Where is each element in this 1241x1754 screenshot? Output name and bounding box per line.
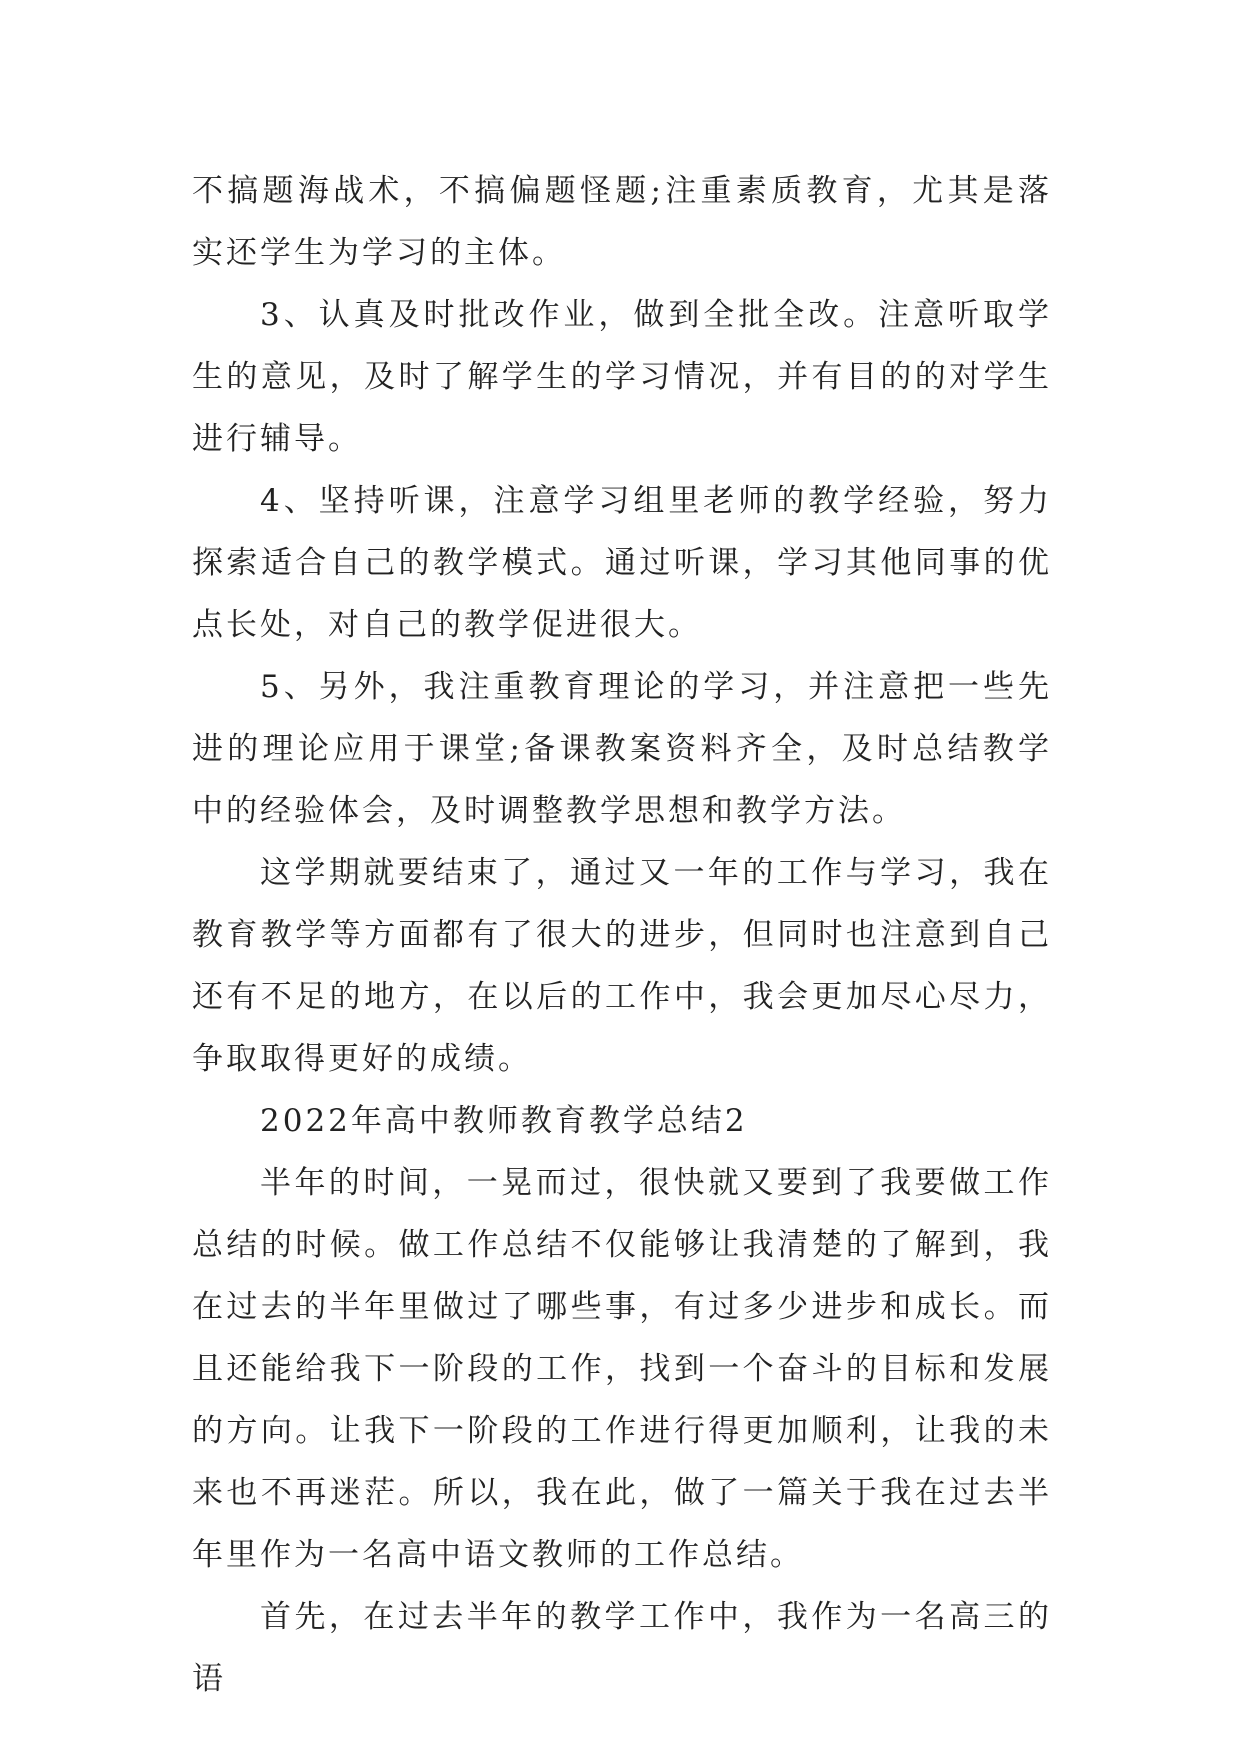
paragraph-first: 首先，在过去半年的教学工作中，我作为一名高三的语 <box>192 1599 1052 1697</box>
paragraph-closing: 这学期就要结束了，通过又一年的工作与学习，我在教育教学等方面都有了很大的进步，但同时也注意到自己还有不足的地方，在以后的工作中，我会更加尽心尽力，争取取得更好的成绩。 <box>192 855 1052 1077</box>
paragraph-intro: 半年的时间，一晃而过，很快就又要到了我要做工作总结的时候。做工作总结不仅能够让我清楚的了解到，我在过去的半年里做过了哪些事，有过多少进步和成长。而且还能给我下一阶段的工作，找到一个奋斗的目标和发展的方向。让我下一阶段的工作进行得更加顺利，让我的未来也不再迷茫。所以，我在此，做了一篇关于我在过去半年里作为一名高中语文教师的工作总结。 <box>192 1165 1052 1573</box>
document-body <box>192 160 1052 1710</box>
section-heading: 2022年高中教师教育教学总结2 <box>260 1103 748 1139</box>
paragraph-continuation: 不搞题海战术，不搞偏题怪题;注重素质教育，尤其是落实还学生为学习的主体。 <box>192 173 1052 271</box>
paragraph-item-3: 3、认真及时批改作业，做到全批全改。注意听取学生的意见，及时了解学生的学习情况，并有目的的对学生进行辅导。 <box>192 297 1052 457</box>
paragraph-item-5: 5、另外，我注重教育理论的学习，并注意把一些先进的理论应用于课堂;备课教案资料齐全，及时总结教学中的经验体会，及时调整教学思想和教学方法。 <box>192 669 1052 829</box>
paragraph-item-4: 4、坚持听课，注意学习组里老师的教学经验，努力探索适合自己的教学模式。通过听课，学习其他同事的优点长处，对自己的教学促进很大。 <box>192 483 1052 643</box>
